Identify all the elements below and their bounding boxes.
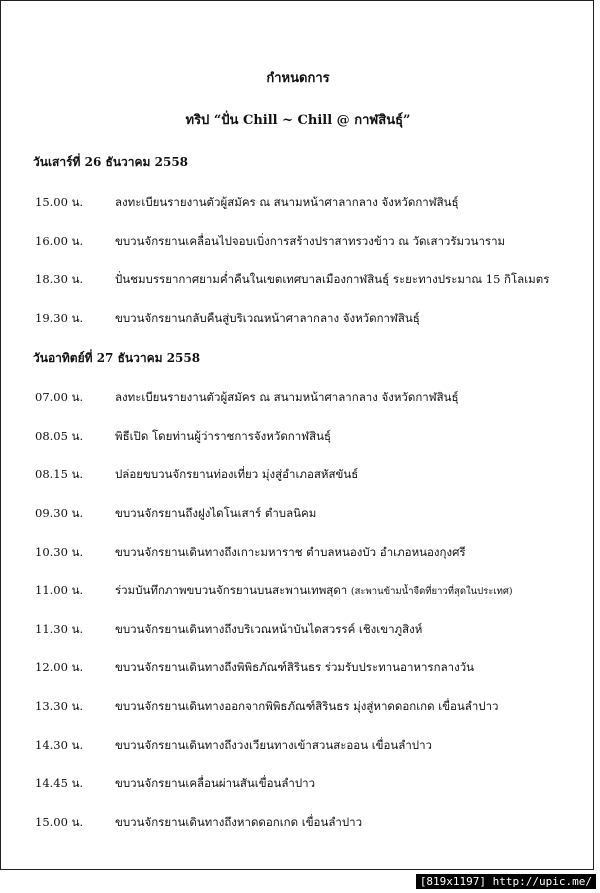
schedule-desc: ปั่นชมบรรยากาศยามค่ำคืนในเขตเทศบาลเมืองกาฬสินธุ์ ระยะทางประมาณ 15 กิโลเมตร [115,272,550,286]
schedule-desc: ขบวนจักรยานกลับคืนสู่บริเวณหน้าศาลากลาง จังหวัดกาฬสินธุ์ [115,311,420,325]
schedule-desc: ขบวนจักรยานเดินทางถึงวงเวียนทางเข้าสวนสะออน เขื่อนลำปาว [115,738,433,752]
schedule-time: 12.00 น. [35,660,84,674]
schedule-desc: ขบวนจักรยานเดินทางออกจากพิพิธภัณฑ์สิรินธร มุ่งสู่หาดดอกเกด เขื่อนลำปาว [115,699,499,713]
schedule-desc-text: ร่วมบันทึกภาพขบวนจักรยานบนสะพานเทพสุดา [115,583,348,597]
schedule-time: 13.30 น. [35,699,84,713]
schedule-time: 15.00 น. [35,195,84,209]
schedule-time: 19.30 น. [35,311,84,325]
schedule-desc: ลงทะเบียนรายงานตัวผู้สมัคร ณ สนามหน้าศาลากลาง จังหวัดกาฬสินธุ์ [115,195,459,209]
schedule-time: 11.30 น. [35,622,84,636]
schedule-desc: ลงทะเบียนรายงานตัวผู้สมัคร ณ สนามหน้าศาลากลาง จังหวัดกาฬสินธุ์ [115,390,459,404]
schedule-time: 15.00 น. [35,815,84,829]
schedule-time: 14.45 น. [35,776,84,790]
schedule-note: (สะพานข้ามน้ำจืดที่ยาวที่สุดในประเทศ) [350,586,513,597]
day-heading-sunday: วันอาทิตย์ที่ 27 ธันวาคม 2558 [33,351,201,365]
image-host-watermark: [819x1197] http://upic.me/ [416,874,596,889]
schedule-desc: ขบวนจักรยานเคลื่อนผ่านสันเขื่อนลำปาว [115,776,316,790]
schedule-desc: ปล่อยขบวนจักรยานท่องเที่ยว มุ่งสู่อำเภอสหัสขันธ์ [115,467,359,481]
schedule-time: 16.00 น. [35,234,84,248]
schedule-desc: ขบวนจักรยานถึงฝูงไดโนเสาร์ ตำบลนิคม [115,506,317,520]
schedule-time: 09.30 น. [35,506,84,520]
schedule-desc: ขบวนจักรยานเดินทางถึงหาดดอกเกด เขื่อนลำปาว [115,815,363,829]
schedule-desc: ขบวนจักรยานเดินทางถึงพิพิธภัณฑ์สิรินธร ร่วมรับประทานอาหารกลางวัน [115,660,475,674]
schedule-desc [115,582,513,600]
schedule-time: 08.05 น. [35,429,84,443]
schedule-desc: ขบวนจักรยานเดินทางถึงเกาะมหาราช ตำบลหนองบัว อำเภอหนองกุงศรี [115,545,466,559]
trip-subtitle: ทริป “ปั่น Chill ~ Chill @ กาฬสินธุ์” [185,113,411,128]
schedule-desc: ขบวนจักรยานเคลื่อนไปจอบเบิ่งการสร้างปราสาทรวงข้าว ณ วัดเสาวรัมวนาราม [115,234,506,248]
schedule-time: 08.15 น. [35,467,84,481]
schedule-desc: ขบวนจักรยานเดินทางถึงบริเวณหน้าบันไดสวรรค์ เชิงเขาภูสิงห์ [115,622,423,636]
schedule-desc: พิธีเปิด โดยท่านผู้ว่าราชการจังหวัดกาฬสินธุ์ [115,429,331,443]
schedule-time: 18.30 น. [35,272,84,286]
day-heading-saturday: วันเสาร์ที่ 26 ธันวาคม 2558 [33,155,189,169]
schedule-time: 14.30 น. [35,738,84,752]
schedule-time: 11.00 น. [35,583,84,597]
schedule-time: 07.00 น. [35,390,84,404]
document-title: กำหนดการ [266,71,330,86]
schedule-time: 10.30 น. [35,545,84,559]
